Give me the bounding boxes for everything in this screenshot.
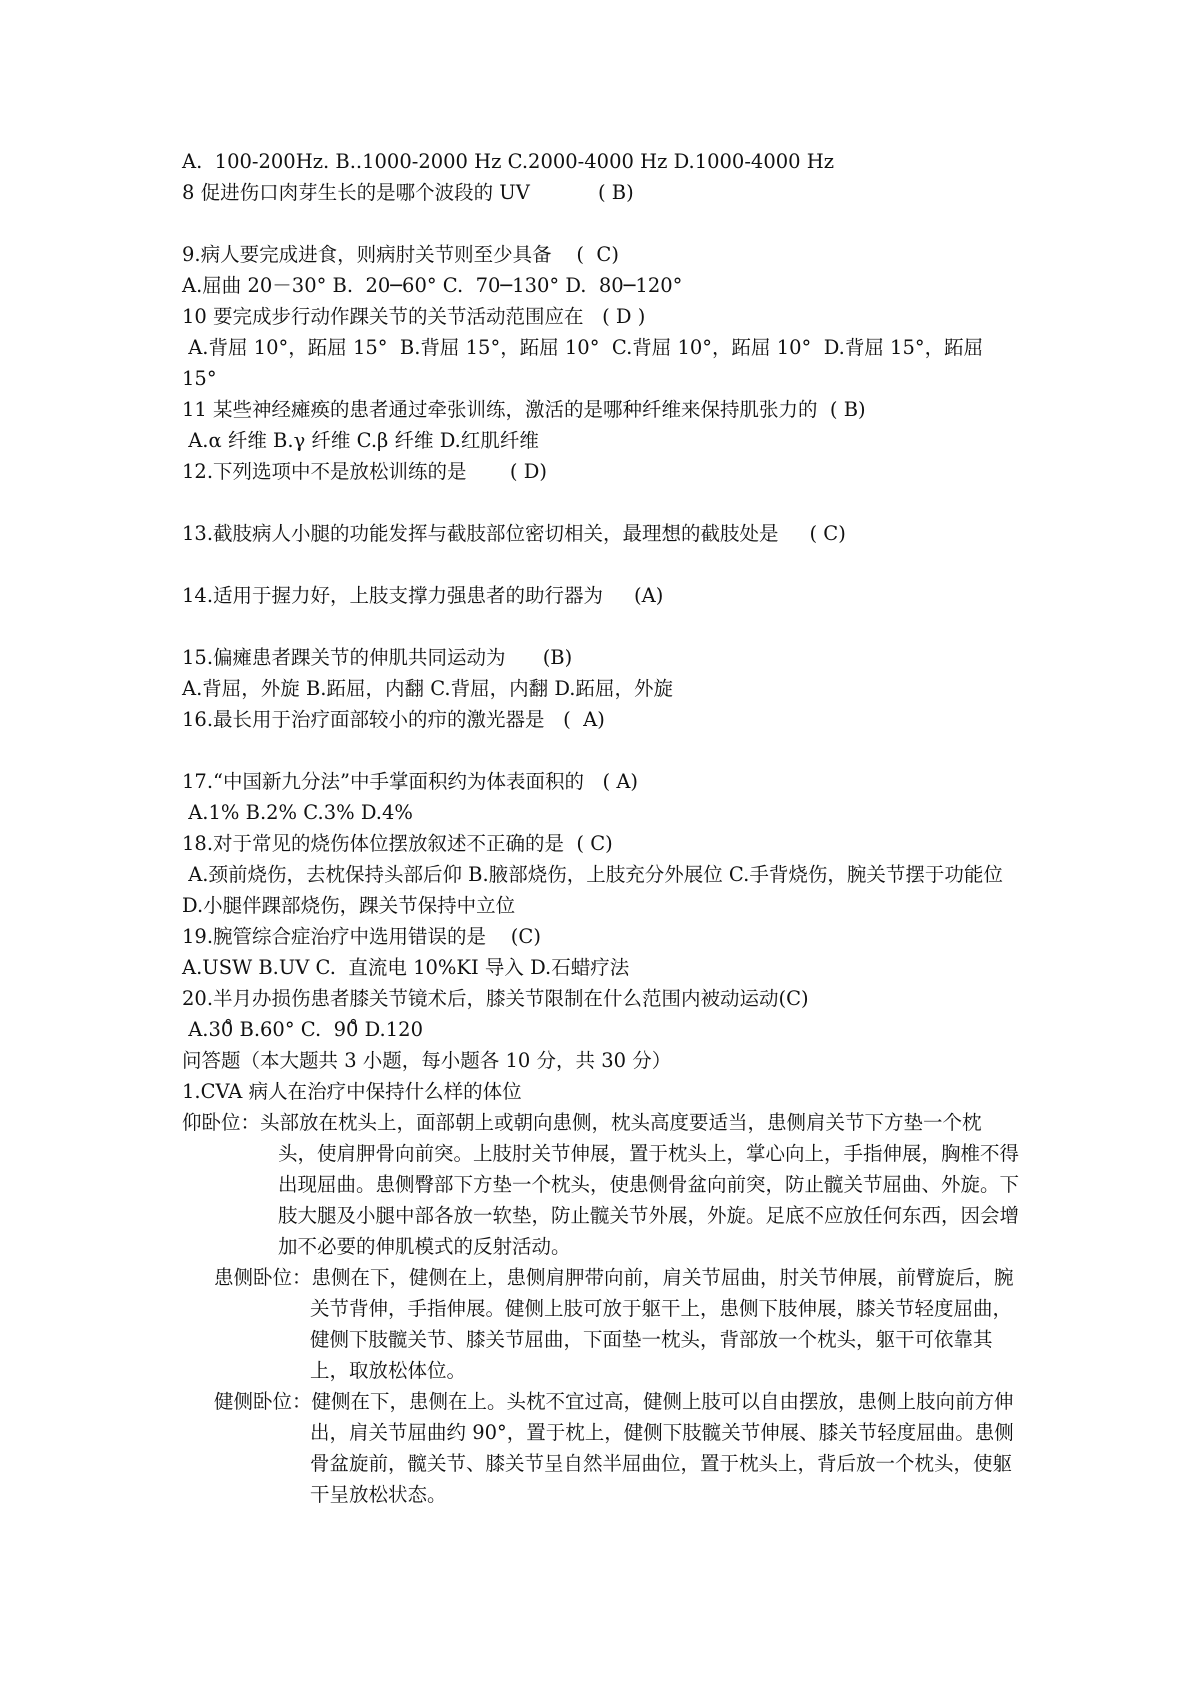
document-page bbox=[182, 146, 1020, 1510]
side-positions bbox=[182, 1262, 1020, 1510]
answer-options-q7: A. 100-200Hz. B..1000-2000 Hz C.2000-4000 Hz D.1000-4000 Hz bbox=[182, 150, 835, 173]
section-heading: 问答题（本大题共 3 小题，每小题各 10 分，共 30 分） bbox=[182, 1049, 672, 1072]
question-13: 13.截肢病人小腿的功能发挥与截肢部位密切相关，最理想的截肢处是 ( C) bbox=[182, 522, 846, 545]
answer-options-q10: A.背屈 10°，跖屈 15° B.背屈 15°，跖屈 10° C.背屈 10°，跖屈 10° D.背屈 15°，跖屈 15° bbox=[182, 336, 990, 390]
blank-line bbox=[182, 487, 1020, 518]
answer-options-q15: A.背屈，外旋 B.跖屈，内翻 C.背屈，内翻 D.跖屈，外旋 bbox=[182, 677, 673, 700]
question-11: 11 某些神经瘫痪的患者通过牵张训练，激活的是哪种纤维来保持肌张力的 ( B) bbox=[182, 398, 866, 421]
blank-line bbox=[182, 611, 1020, 642]
affected-side-position-answer: 患侧卧位：患侧在下，健侧在上，患侧肩胛带向前，肩关节屈曲，肘关节伸展，前臂旋后，腕关节背伸，手指伸展。健侧上肢可放于躯干上，患侧下肢伸展，膝关节轻度屈曲，健侧下肢髋关节、膝关节屈曲，下面垫一枕头，背部放一个枕头，躯干可依靠其上，取放松体位。 bbox=[214, 1266, 1014, 1382]
blank-line bbox=[182, 208, 1020, 239]
question-12: 12.下列选项中不是放松训练的是 ( D) bbox=[182, 460, 547, 483]
answer-options-q19: A.USW B.UV C. 直流电 10%KI 导入 D.石蜡疗法 bbox=[182, 956, 630, 979]
answer-options-q20: A.30̊ B.60° C. 90̊ D.120 bbox=[182, 1018, 423, 1041]
supine-position-answer: 仰卧位：头部放在枕头上，面部朝上或朝向患侧，枕头高度要适当，患侧肩关节下方垫一个枕头，使肩胛骨向前突。上肢肘关节伸展，置于枕头上，掌心向上，手指伸展，胸椎不得出现屈曲。患侧臀部下方垫一个枕头，使患侧骨盆向前突，防止髋关节屈曲、外旋。下肢大腿及小腿中部各放一软垫，防止髋关节外展，外旋。足底不应放任何东西，因会增加不必要的伸肌模式的反射活动。 bbox=[182, 1111, 1020, 1258]
answer-options-q9: A.屈曲 20－30° B. 20─60° C. 70─130° D. 80─120° bbox=[182, 274, 683, 297]
question-9: 9.病人要完成进食，则病肘关节则至少具备 ( C) bbox=[182, 243, 619, 266]
blank-line bbox=[182, 549, 1020, 580]
question-8: 8 促进伤口肉芽生长的是哪个波段的 UV ( B) bbox=[182, 181, 634, 204]
question-16: 16.最长用于治疗面部较小的疖的激光器是 ( A) bbox=[182, 708, 605, 731]
blank-line bbox=[182, 735, 1020, 766]
healthy-side-position-answer: 健侧卧位：健侧在下，患侧在上。头枕不宜过高，健侧上肢可以自由摆放，患侧上肢向前方伸出，肩关节屈曲约 90°，置于枕上，健侧下肢髋关节伸展、膝关节轻度屈曲。患侧骨盆旋前，髋关节、膝关节呈自然半屈曲位，置于枕头上，背后放一个枕头，使躯干呈放松状态。 bbox=[214, 1390, 1014, 1506]
question-14: 14.适用于握力好，上肢支撑力强患者的助行器为 (A) bbox=[182, 584, 664, 607]
answer-options-q17: A.1% B.2% C.3% D.4% bbox=[182, 801, 413, 824]
answer-options-q18: A.颈前烧伤，去枕保持头部后仰 B.腋部烧伤，上肢充分外展位 C.手背烧伤，腕关节摆于功能位 D.小腿伴踝部烧伤，踝关节保持中立位 bbox=[182, 863, 1010, 917]
question-19: 19.腕管综合症治疗中选用错误的是 (C) bbox=[182, 925, 541, 948]
question-18: 18.对于常见的烧伤体位摆放叙述不正确的是 ( C) bbox=[182, 832, 613, 855]
question-10: 10 要完成步行动作踝关节的关节活动范围应在 ( D ) bbox=[182, 305, 646, 328]
question-15: 15.偏瘫患者踝关节的伸肌共同运动为 (B) bbox=[182, 646, 573, 669]
essay-question-1: 1.CVA 病人在治疗中保持什么样的体位 bbox=[182, 1080, 522, 1103]
answer-options-q11: A.α 纤维 B.γ 纤维 C.β 纤维 D.红肌纤维 bbox=[182, 429, 539, 452]
question-17: 17.“中国新九分法”中手掌面积约为体表面积的 ( A) bbox=[182, 770, 639, 793]
question-20: 20.半月办损伤患者膝关节镜术后，膝关节限制在什么范围内被动运动(C) bbox=[182, 987, 809, 1010]
